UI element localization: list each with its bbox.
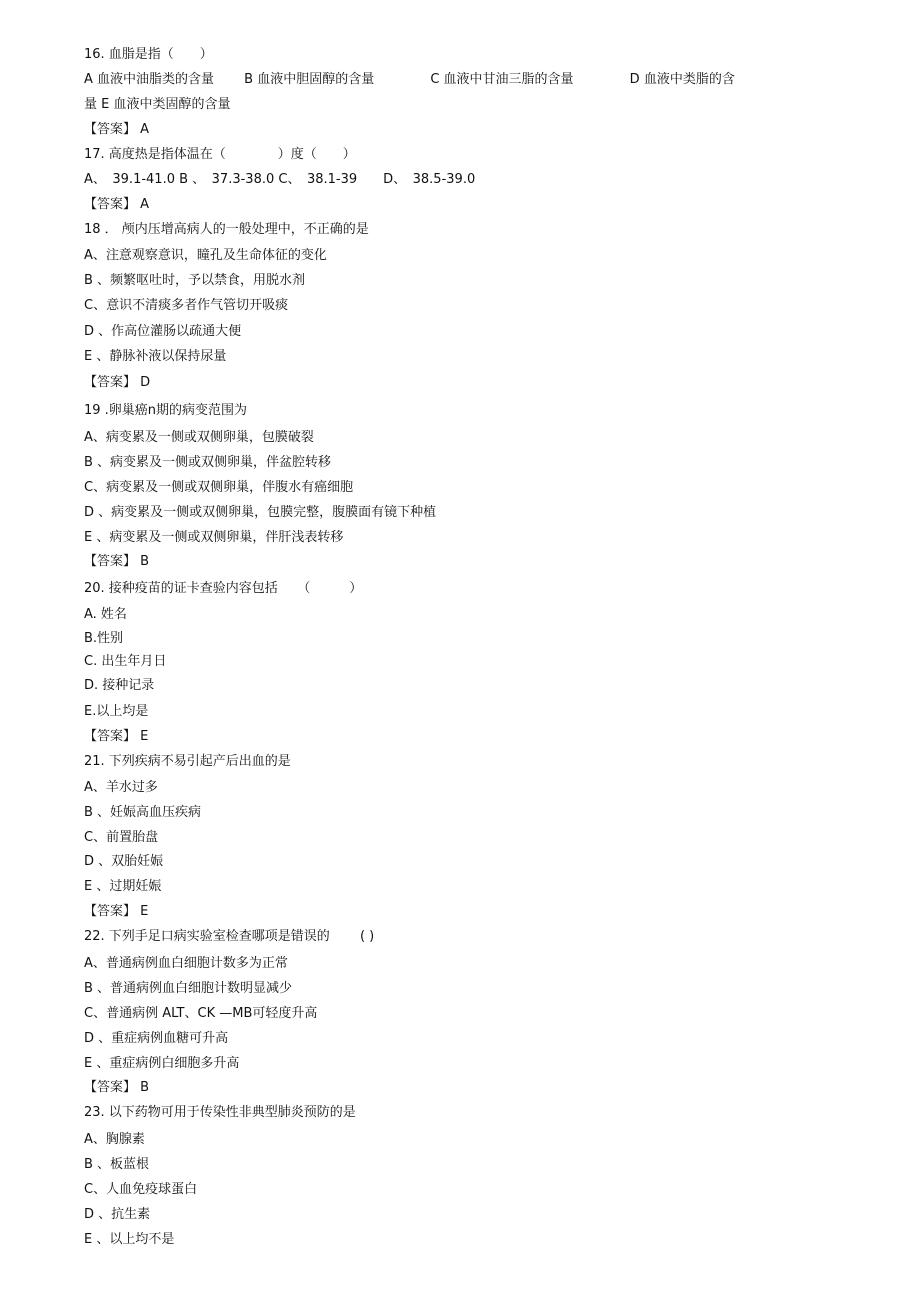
option-c: C、病变累及一侧或双侧卵巢，伴腹水有癌细胞 bbox=[84, 480, 354, 495]
answer-21: 【答案】 E bbox=[84, 904, 149, 919]
option-b: B 、频繁呕吐时，予以禁食，用脱水剂 bbox=[84, 273, 306, 288]
option-d: D 、重症病例血糖可升高 bbox=[84, 1031, 229, 1046]
option-c: C、普通病例 ALT、CK —MB可轻度升高 bbox=[84, 1006, 318, 1021]
option-a: A. 姓名 bbox=[84, 607, 127, 622]
answer-22: 【答案】 B bbox=[84, 1080, 150, 1095]
option-a: A、羊水过多 bbox=[84, 780, 158, 795]
option-d: D 、病变累及一侧或双侧卵巢，包膜完整，腹膜面有镜下种植 bbox=[84, 505, 437, 520]
option-e: E 、静脉补液以保持尿量 bbox=[84, 349, 227, 364]
option-e: E 、过期妊娠 bbox=[84, 879, 162, 894]
options-line: A、 39.1-41.0 B 、 37.3-38.0 C、 38.1-39 D、 38.5-39.0 bbox=[84, 172, 476, 187]
option-b: B 、病变累及一侧或双侧卵巢，伴盆腔转移 bbox=[84, 455, 332, 470]
option-d: D 、双胎妊娠 bbox=[84, 854, 164, 869]
option-e: E 、重症病例白细胞多升高 bbox=[84, 1056, 240, 1071]
answer-17: 【答案】 A bbox=[84, 197, 150, 212]
option-b: B 、普通病例血白细胞计数明显减少 bbox=[84, 981, 293, 996]
option-d: D 、作高位灌肠以疏通大便 bbox=[84, 324, 242, 339]
options-line: A 血液中油脂类的含量 B 血液中胆固醇的含量 C 血液中甘油三脂的含量 D 血液中类脂的含 bbox=[84, 72, 735, 87]
options-line: 量 E 血液中类固醇的含量 bbox=[84, 97, 231, 112]
option-c: C. 出生年月日 bbox=[84, 654, 167, 669]
option-a: A、普通病例血白细胞计数多为正常 bbox=[84, 956, 288, 971]
option-c: C、人血免疫球蛋白 bbox=[84, 1182, 198, 1197]
question-22: 22. 下列手足口病实验室检查哪项是错误的 ( ) bbox=[84, 929, 375, 944]
option-d: D 、抗生素 bbox=[84, 1207, 151, 1222]
option-e: E.以上均是 bbox=[84, 704, 149, 719]
option-c: C、前置胎盘 bbox=[84, 830, 159, 845]
option-b: B 、妊娠高血压疾病 bbox=[84, 805, 202, 820]
question-20: 20. 接种疫苗的证卡查验内容包括 （ ） bbox=[84, 581, 363, 596]
question-17: 17. 高度热是指体温在（ ）度（ ） bbox=[84, 147, 356, 162]
option-e: E 、以上均不是 bbox=[84, 1232, 175, 1247]
option-b: B 、板蓝根 bbox=[84, 1157, 150, 1172]
answer-18: 【答案】 D bbox=[84, 375, 151, 390]
answer-19: 【答案】 B bbox=[84, 554, 150, 569]
option-a: A、注意观察意识，瞳孔及生命体征的变化 bbox=[84, 248, 327, 263]
question-23: 23. 以下药物可用于传染性非典型肺炎预防的是 bbox=[84, 1105, 356, 1120]
question-19: 19 .卵巢癌n期的病变范围为 bbox=[84, 403, 248, 418]
option-e: E 、病变累及一侧或双侧卵巢，伴肝浅表转移 bbox=[84, 530, 344, 545]
option-c: C、意识不清痰多者作气管切开吸痰 bbox=[84, 298, 289, 313]
option-d: D. 接种记录 bbox=[84, 678, 155, 693]
option-a: A、胸腺素 bbox=[84, 1132, 145, 1147]
question-21: 21. 下列疾病不易引起产后出血的是 bbox=[84, 754, 291, 769]
question-18: 18 ． 颅内压增高病人的一般处理中，不正确的是 bbox=[84, 222, 369, 237]
answer-16: 【答案】 A bbox=[84, 122, 150, 137]
answer-20: 【答案】 E bbox=[84, 729, 149, 744]
question-16: 16. 血脂是指（ ） bbox=[84, 47, 213, 62]
option-b: B.性别 bbox=[84, 631, 124, 646]
option-a: A、病变累及一侧或双侧卵巢，包膜破裂 bbox=[84, 430, 314, 445]
